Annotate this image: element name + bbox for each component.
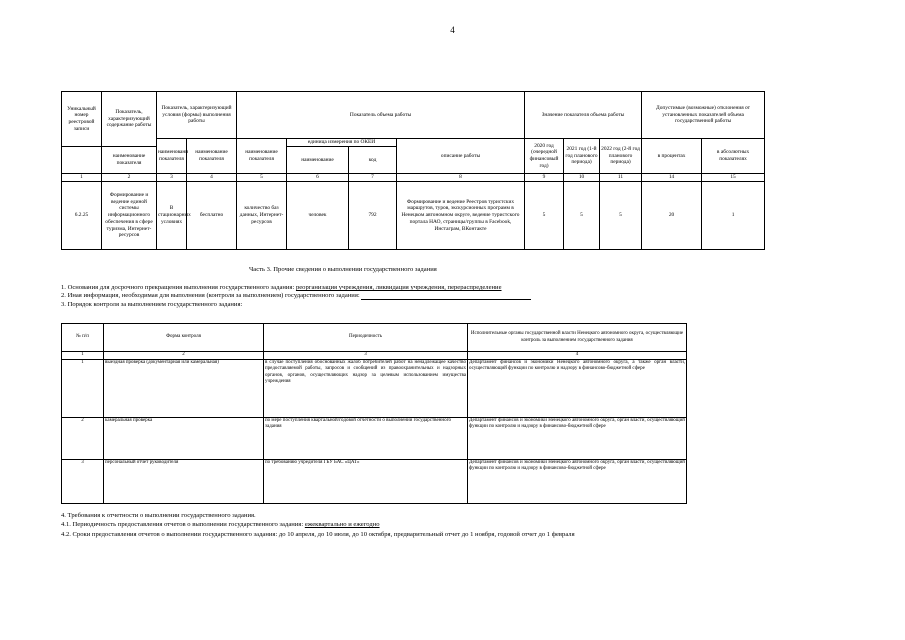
- subheader-2020: 2020 год (очередной финансовый год): [525, 139, 564, 174]
- cell-no: 1: [62, 360, 104, 418]
- header-registry-no: Уникальный номер реестровой записи: [62, 92, 102, 147]
- table-row: [62, 460, 687, 504]
- item41: [61, 521, 380, 529]
- page-number: 4: [450, 25, 455, 35]
- table-row: [62, 182, 765, 250]
- subheader-okei: единица измерения по ОКЕИ: [287, 139, 397, 147]
- subheader-percent: в процентах: [642, 139, 702, 174]
- item1: [61, 284, 502, 292]
- volume-indicators-table: [61, 91, 765, 250]
- header-no: № п/п: [62, 324, 104, 352]
- cell-no: 3: [62, 460, 104, 504]
- cell-unit: человек: [287, 182, 349, 250]
- column-number: 3: [157, 174, 187, 182]
- cell-condition2: бесплатно: [187, 182, 237, 250]
- part3-title: Часть 3. Прочие сведения о выполнении государственного задания: [249, 266, 437, 273]
- header-volume-value: Значение показателя объема работы: [525, 92, 642, 139]
- cell-absolute: 1: [702, 182, 765, 250]
- column-number: 5: [237, 174, 287, 182]
- table-row: [62, 360, 687, 418]
- cell-body: Департамент финансов и экономики Ненецкого автономного округа, а также орган власти, осуществляющий функции по контролю и надзору в финансово-бюджетной сфере: [468, 360, 687, 418]
- cell-2020: 5: [525, 182, 564, 250]
- column-number: 9: [525, 174, 564, 182]
- subheader-name: наименовани показателя: [157, 139, 187, 174]
- cell-period: по мере поступления квартальной/годовой отчетности о выполнении государственного задания: [264, 418, 468, 460]
- cell-description: Формирование и ведение Реестров туристских маршрутов, туров, экскурсионных программ в Ненецком автономном округе, ведение туристского портала НАО, страницы/группы в Facebook, Инстаграм, ВКонтакте: [397, 182, 525, 250]
- header-content-indicator: Показатель, характеризующий содержание работы: [102, 92, 157, 147]
- cell-body: Департамент финансов и экономики Ненецкого автономного округа, орган власти, осуществляющий функции по контролю и надзору в финансово-бюджетной сфере: [468, 460, 687, 504]
- item1-value: реорганизация учреждения, ликвидация учреждения, перераспределение: [295, 284, 502, 291]
- column-number: 2: [104, 352, 264, 360]
- cell-period: в случае поступления обоснованных жалоб потребителей работ на ненадлежащее качество предоставляемой работы, запросов и сообщений из правоохранительных и надзорных органов, органов, осуществляющих надзор за целевым использованием имущества учреждения: [264, 360, 468, 418]
- cell-percent: 20: [642, 182, 702, 250]
- subheader-name: наименование показателя: [187, 139, 237, 174]
- cell-form: камеральная проверка: [104, 418, 264, 460]
- subheader-name: наименование показателя: [237, 139, 287, 174]
- header-deviation: Допустимые (возможные) отклонения от установленных показателей объема государственной работы: [642, 92, 765, 139]
- cell-no: 2: [62, 418, 104, 460]
- table-row: [62, 418, 687, 460]
- column-number: 7: [349, 174, 397, 182]
- item2: [61, 292, 531, 300]
- subheader-okei-code: код: [349, 147, 397, 174]
- item3: 3. Порядок контроля за выполнением государственного задания:: [61, 301, 243, 308]
- header-period: Периодичность: [264, 324, 468, 352]
- cell-code: 792: [349, 182, 397, 250]
- column-number: 2: [102, 174, 157, 182]
- item42: 4.2. Сроки предоставления отчетов о выполнении государственного задания: до 10 апреля, до 10 июля, до 10 октября, предварительный отчет до 1 ноября, годовой отчет до 1 февраля: [61, 531, 575, 538]
- cell-indicator: количество баз данных, Интернет-ресурсов: [237, 182, 287, 250]
- subheader-okei-name: наименование: [287, 147, 349, 174]
- subheader-absolute: в абсолютных показателях: [702, 139, 765, 174]
- cell-condition: В стационарных условиях: [157, 182, 187, 250]
- item2-label: 2. Иная информация, необходимая для выполнения (контроля за выполнением) государственного задания:: [61, 292, 360, 299]
- subheader-name: наименование показателя: [102, 147, 157, 174]
- cell-period: по требованию учредителя ГБУ БАС «ЦАТ»: [264, 460, 468, 504]
- column-number: 3: [264, 352, 468, 360]
- column-number: 4: [468, 352, 687, 360]
- cell-form: выездная проверка (документарная или камеральная): [104, 360, 264, 418]
- subheader-2022: 2022 год (2-й год планового периода): [600, 139, 642, 174]
- item2-blank-line: [361, 293, 531, 300]
- header-conditions-indicator: Показатель, характеризующий условия (формы) выполнения работы: [157, 92, 237, 139]
- column-number: 15: [702, 174, 765, 182]
- column-number: 6: [287, 174, 349, 182]
- control-procedure-table: [61, 323, 687, 504]
- item1-label: 1. Основания для досрочного прекращения выполнения государственного задания:: [61, 284, 295, 291]
- subheader-registry-blank: [62, 147, 102, 174]
- column-number: 8: [397, 174, 525, 182]
- cell-2022: 5: [600, 182, 642, 250]
- cell-registry: 6.2.25: [62, 182, 102, 250]
- item41-label: 4.1. Периодичность предоставления отчетов о выполнении государственного задания:: [61, 521, 304, 528]
- item41-value: ежеквартально и ежегодно: [304, 521, 380, 528]
- cell-2021: 5: [564, 182, 600, 250]
- column-number: 14: [642, 174, 702, 182]
- column-number: 11: [600, 174, 642, 182]
- column-number: 1: [62, 174, 102, 182]
- subheader-2021: 2021 год (1-й год планового периода): [564, 139, 600, 174]
- subheader-description: описание работы: [397, 139, 525, 174]
- cell-body: Департамент финансов и экономики Ненецкого автономного округа, орган власти, осуществляющий функции по контролю и надзору в финансово-бюджетной сфере: [468, 418, 687, 460]
- column-number: 1: [62, 352, 104, 360]
- column-number: 4: [187, 174, 237, 182]
- cell-form: персональный отчет руководителя: [104, 460, 264, 504]
- header-form: Форма контроля: [104, 324, 264, 352]
- item4: 4. Требования к отчетности о выполнении государственного задания.: [61, 512, 256, 519]
- cell-content: Формирование и ведение единой системы информационного обеспечения в сфере туризма, Интернет-ресурсов: [102, 182, 157, 250]
- header-bodies: Исполнительные органы государственной власти Ненецкого автономного округа, осуществляющие контроль за выполнением государственного задания: [468, 324, 687, 352]
- header-volume-indicator: Показатель объема работы: [237, 92, 525, 139]
- column-number: 10: [564, 174, 600, 182]
